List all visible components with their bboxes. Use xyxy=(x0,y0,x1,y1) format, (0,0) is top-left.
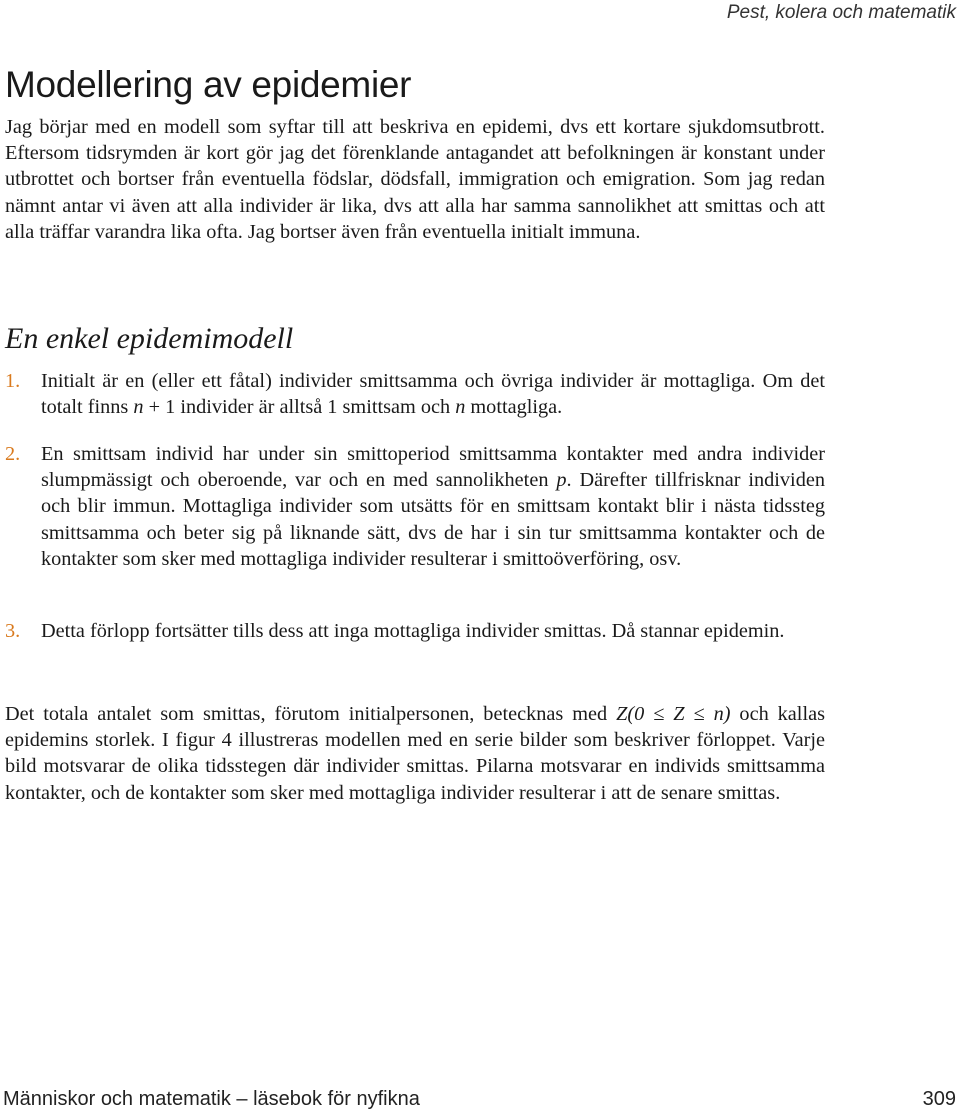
list-item-1 xyxy=(5,368,825,420)
list-number: 2. xyxy=(5,443,21,465)
math-variable: n xyxy=(455,396,466,419)
text-run: . Därefter tillfrisknar individen och blir immun. Mottagliga individer som utsätts för en smittsam kontakt blir i nästa tidssteg smittsamma och beter sig på liknande sätt, dvs de har i sin tur smittsamma kontakter och de kontakter som sker med mottagliga individer resulterar i smittoöverföring, osv. xyxy=(41,469,825,570)
list-number: 1. xyxy=(5,370,21,392)
text-run: Initialt är en (eller ett fåtal) individer smittsamma och övriga individer är mottagliga. Om det totalt finns xyxy=(41,370,825,419)
list-text xyxy=(41,441,825,572)
intro-paragraph xyxy=(5,114,825,245)
math-expression: Z(0 ≤ Z ≤ n) xyxy=(616,703,731,725)
text-run: mottagliga. xyxy=(465,396,563,419)
text-run: Det totala antalet som smittas, förutom initialpersonen, betecknas med xyxy=(5,703,617,725)
page-title: Modellering av epidemier xyxy=(5,64,412,105)
footer-page-number: 309 xyxy=(922,1088,956,1110)
footer-book-title: Människor och matematik – läsebok för nyfikna xyxy=(3,1088,420,1110)
math-variable: n xyxy=(133,396,144,419)
list-text xyxy=(41,368,825,420)
list-number: 3. xyxy=(5,620,21,642)
running-head: Pest, kolera och matematik xyxy=(726,2,956,23)
intro-text-part1: Jag börjar med en modell som syftar till att beskriva en epidemi, dvs ett kortare sjukdomsutbrott. Eftersom tidsrymden är kort gör jag det förenklande antagandet att befolkningen är konstant under utbrottet och bortser från eventuella födslar, dödsfall, immigration och emigration. xyxy=(5,116,825,191)
math-variable: p xyxy=(556,469,567,492)
text-run: och kallas epidemins storlek. I figur 4 illustreras modellen med en serie bilder som beskriver förloppet. Varje bild motsvarar de olika tidsstegen där individer smittas. Pilarna motsvarar en individs smittsamma kontakter, och de kontakter som sker med mottagliga individer resulterar i att de senare smittas. xyxy=(5,703,825,804)
text-run: Detta förlopp fortsätter tills dess att inga mottagliga individer smittas. Då stannar epidemin. xyxy=(41,620,785,642)
section-heading: En enkel epidemimodell xyxy=(5,322,294,355)
list-text xyxy=(41,618,825,644)
text-run: En smittsam individ har under sin smittoperiod smittsamma kontakter med andra individer slumpmässigt och oberoende, var och en med sannolikheten xyxy=(41,443,825,492)
list-item-2 xyxy=(5,441,825,572)
text-run: + 1 individer är alltså 1 smittsam och xyxy=(143,396,456,419)
list-item-3 xyxy=(5,618,825,644)
summary-paragraph xyxy=(5,701,825,806)
intro-text-part2: Som jag redan nämnt antar vi även att alla individer är lika, dvs att alla har samma sannolikhet att smittas och att alla träffar varandra lika ofta. Jag bortser även från eventuella initialt immuna. xyxy=(5,168,825,243)
